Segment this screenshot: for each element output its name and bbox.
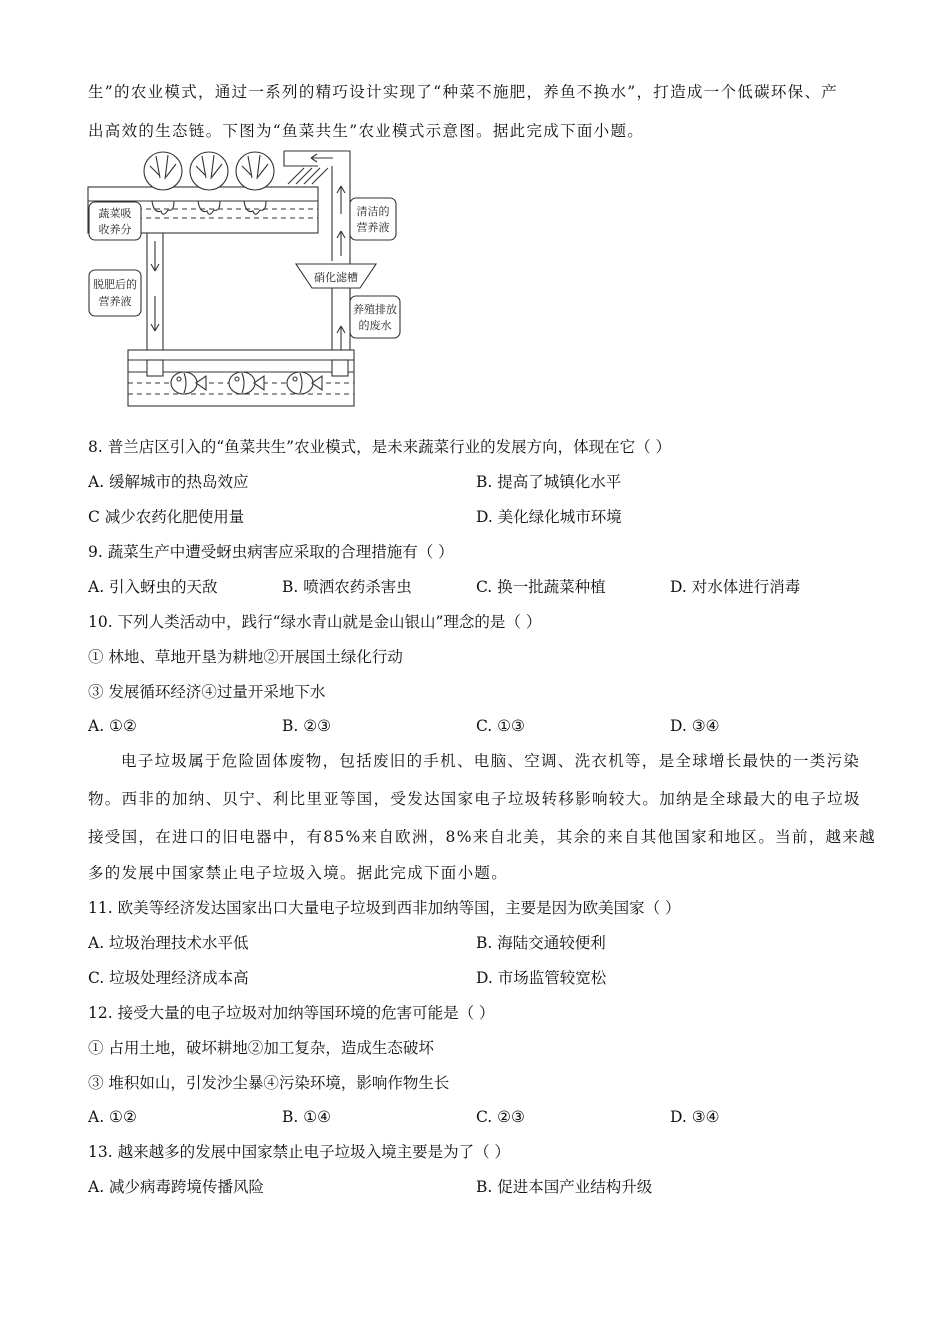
q11-option-b[interactable]: B. 海陆交通较便利 <box>476 934 606 952</box>
q9-option-b[interactable]: B. 喷洒农药杀害虫 <box>282 578 412 596</box>
passage2-line-3: 接受国，在进口的旧电器中，有85%来自欧洲，8%来自北美，其余的来自其他国家和地区。当前，越来越 <box>88 828 876 846</box>
up-arrow-icon <box>337 231 345 256</box>
q9-option-d[interactable]: D. 对水体进行消毒 <box>670 578 801 596</box>
up-arrow-icon <box>337 326 345 351</box>
q13-stem: 13. 越来越多的发展中国家禁止电子垃圾入境主要是为了（ ） <box>88 1143 511 1161</box>
q10-option-c[interactable]: C. ①③ <box>476 717 525 735</box>
label-absorb-2: 收养分 <box>98 223 132 236</box>
q11-stem: 11. 欧美等经济发达国家出口大量电子垃圾到西非加纳等国，主要是因为欧美国家（ ） <box>88 899 681 917</box>
passage2-line-2: 物。西非的加纳、贝宁、利比里亚等国，受发达国家电子垃圾转移影响较大。加纳是全球最大的电子垃圾 <box>88 790 861 808</box>
up-arrow-icon <box>337 186 345 214</box>
q10-item-2: ③ 发展循环经济④过量开采地下水 <box>88 683 326 701</box>
intro-line-2: 出高效的生态链。下图为“鱼菜共生”农业模式示意图。据此完成下面小题。 <box>88 122 645 140</box>
q12-option-d[interactable]: D. ③④ <box>670 1108 720 1126</box>
label-waste-2: 的废水 <box>358 319 392 332</box>
q8-option-b[interactable]: B. 提高了城镇化水平 <box>476 473 622 491</box>
q12-item-2: ③ 堆积如山，引发沙尘暴④污染环境，影响作物生长 <box>88 1074 450 1092</box>
q13-option-b[interactable]: B. 促进本国产业结构升级 <box>476 1178 653 1196</box>
label-depleted-1: 脱肥后的 <box>93 278 137 291</box>
q12-option-b[interactable]: B. ①④ <box>282 1108 332 1126</box>
q8-option-a[interactable]: A. 缓解城市的热岛效应 <box>88 473 249 491</box>
q8-option-d[interactable]: D. 美化绿化城市环境 <box>476 508 622 526</box>
label-waste-1: 养殖排放 <box>353 303 397 316</box>
q8-option-c[interactable]: C 减少农药化肥使用量 <box>88 508 245 526</box>
q12-option-c[interactable]: C. ②③ <box>476 1108 525 1126</box>
q9-stem: 9. 蔬菜生产中遭受蚜虫病害应采取的合理措施有（ ） <box>88 543 454 561</box>
q10-option-d[interactable]: D. ③④ <box>670 717 720 735</box>
label-absorb-1: 蔬菜吸 <box>98 207 132 220</box>
q10-stem: 10. 下列人类活动中，践行“绿水青山就是金山银山”理念的是（ ） <box>88 613 542 631</box>
fish-vegetable-symbiosis-diagram <box>88 146 397 410</box>
label-filter: 硝化滤槽 <box>314 271 358 284</box>
q12-item-1: ① 占用土地，破坏耕地②加工复杂，造成生态破坏 <box>88 1039 434 1057</box>
q13-option-a[interactable]: A. 减少病毒跨境传播风险 <box>88 1178 265 1196</box>
q10-item-1: ① 林地、草地开垦为耕地②开展国土绿化行动 <box>88 648 403 666</box>
q11-option-d[interactable]: D. 市场监管较宽松 <box>476 969 607 987</box>
q8-stem: 8. 普兰店区引入的“鱼菜共生”农业模式，是未来蔬菜行业的发展方向，体现在它（ ） <box>88 438 671 456</box>
q10-option-a[interactable]: A. ①② <box>88 717 137 735</box>
q10-option-b[interactable]: B. ②③ <box>282 717 332 735</box>
passage2-line-4: 多的发展中国家禁止电子垃圾入境。据此完成下面小题。 <box>88 864 509 882</box>
passage2-line-1: 电子垃圾属于危险固体废物，包括废旧的手机、电脑、空调、洗衣机等，是全球增长最快的一类污染 <box>121 752 861 770</box>
intro-line-1: 生”的农业模式，通过一系列的精巧设计实现了“种菜不施肥，养鱼不换水”，打造成一个低碳环保、产 <box>88 83 839 101</box>
label-clean-1: 清洁的 <box>356 205 390 218</box>
label-depleted-2: 营养液 <box>98 295 132 308</box>
q11-option-c[interactable]: C. 垃圾处理经济成本高 <box>88 969 249 987</box>
q9-option-a[interactable]: A. 引入蚜虫的天敌 <box>88 578 218 596</box>
label-clean-2: 营养液 <box>356 221 390 234</box>
q12-option-a[interactable]: A. ①② <box>88 1108 137 1126</box>
q9-option-c[interactable]: C. 换一批蔬菜种植 <box>476 578 606 596</box>
down-arrow-icon <box>151 241 159 271</box>
q11-option-a[interactable]: A. 垃圾治理技术水平低 <box>88 934 249 952</box>
q12-stem: 12. 接受大量的电子垃圾对加纳等国环境的危害可能是（ ） <box>88 1004 495 1022</box>
down-arrow-icon <box>151 296 159 331</box>
